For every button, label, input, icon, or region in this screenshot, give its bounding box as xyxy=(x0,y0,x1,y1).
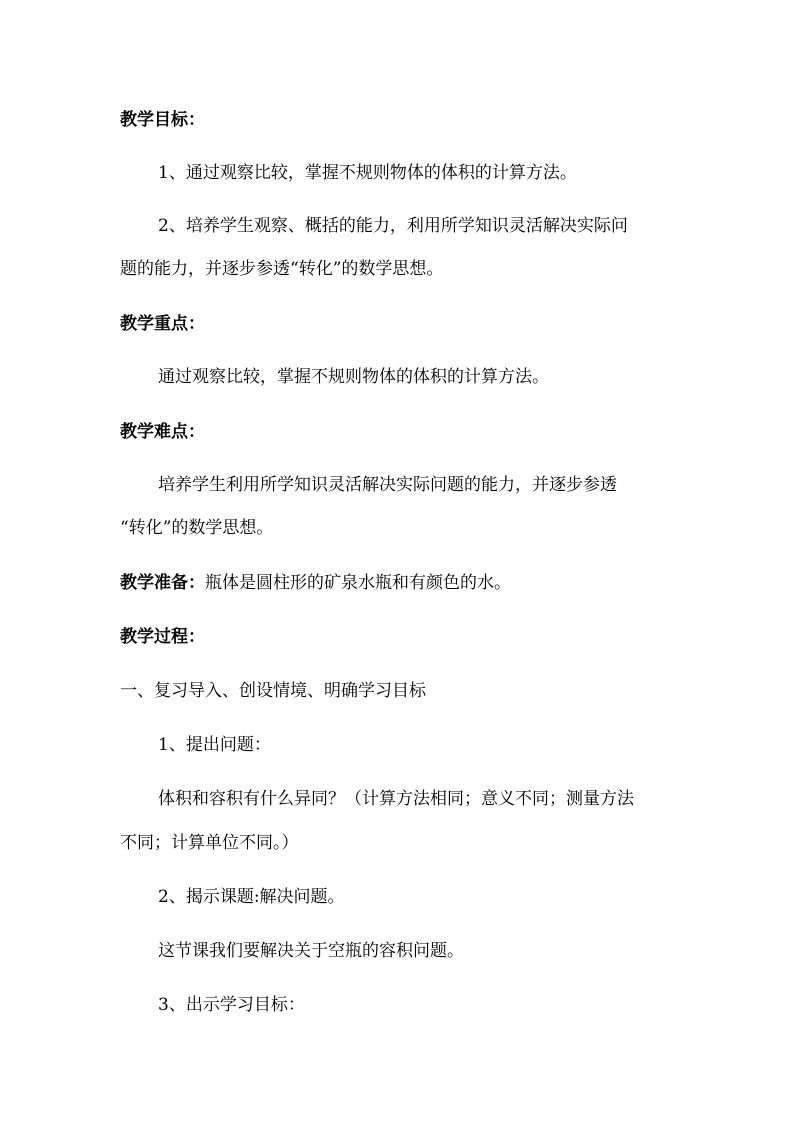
step-2: 2、揭示课题:解决问题。 xyxy=(158,887,345,907)
key-points-text: 通过观察比较，掌握不规则物体的体积的计算方法。 xyxy=(158,367,549,387)
process-heading: 教学过程： xyxy=(120,627,205,647)
step-1-line1: 体积和容积有什么异同？（计算方法相同；意义不同；测量方法 xyxy=(158,789,634,809)
preparation-row xyxy=(120,572,511,594)
key-points-heading: 教学重点： xyxy=(120,314,205,334)
step-1-line2: 不同；计算单位不同。） xyxy=(120,833,299,853)
objective-2-line2: 题的能力，并逐步参透“转化”的数学思想。 xyxy=(120,259,444,279)
step-2-text: 这节课我们要解决关于空瓶的容积问题。 xyxy=(158,941,464,961)
preparation-heading: 教学准备： xyxy=(120,573,205,593)
step-1: 1、提出问题： xyxy=(158,735,271,755)
objectives-heading: 教学目标： xyxy=(120,110,205,130)
step-3: 3、出示学习目标： xyxy=(158,995,305,1015)
section-1-title: 一、复习导入、创设情境、明确学习目标 xyxy=(120,681,426,701)
objective-1: 1、通过观察比较，掌握不规则物体的体积的计算方法。 xyxy=(158,163,577,183)
preparation-text: 瓶体是圆柱形的矿泉水瓶和有颜色的水。 xyxy=(205,573,511,593)
difficult-points-line1: 培养学生利用所学知识灵活解决实际问题的能力，并逐步参透 xyxy=(158,475,617,495)
difficult-points-line2: “转化”的数学思想。 xyxy=(120,518,274,538)
difficult-points-heading: 教学难点： xyxy=(120,422,205,442)
objective-2-line1: 2、培养学生观察、概括的能力，利用所学知识灵活解决实际问 xyxy=(158,216,628,236)
